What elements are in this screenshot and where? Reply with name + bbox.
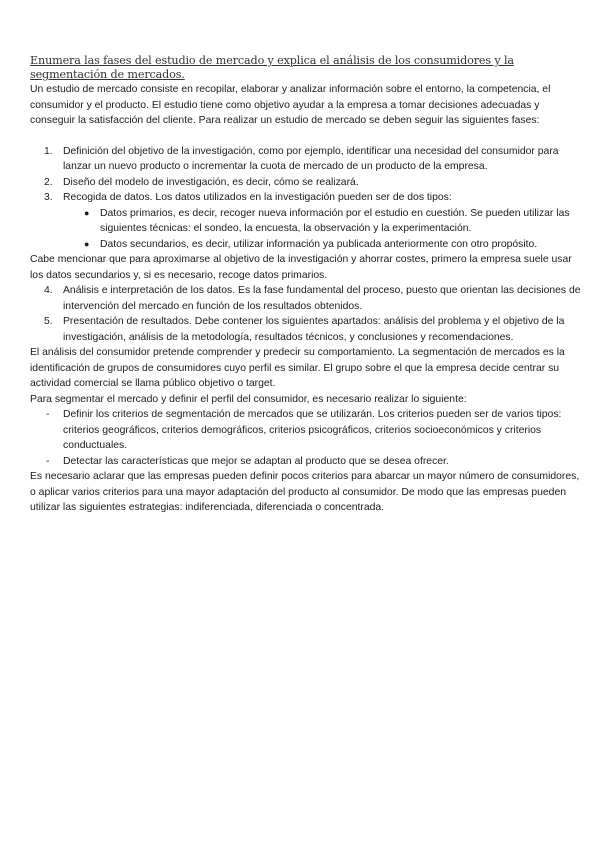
list-item [30,407,582,454]
bullet-icon: ● [84,238,90,249]
list-item [30,144,582,175]
phases-list-continued [30,283,582,345]
list-number: 2. [44,176,53,188]
document-title: Enumera las fases del estudio de mercado y explica el análisis de los consumidores y la segmentación de mercados. [30,54,514,81]
list-item [30,454,582,470]
bullet-icon: ● [84,207,90,218]
list-item-text: Detectar las características que mejor se adaptan al producto que se desea ofrecer. [63,455,449,467]
list-item [30,175,582,191]
intro-paragraph: Un estudio de mercado consiste en recopilar, elaborar y analizar información sobre el entorno, la competencia, el consumidor y el producto. El estudio tiene como objetivo ayudar a la empresa a tomar decisiones adecuadas y conseguir la satisfacción del cliente. Para realizar un estudio de mercado se deben seguir las siguientes fases: [30,84,551,126]
list-item [30,190,582,206]
list-item-text: Presentación de resultados. Debe contener los siguientes apartados: análisis del problema y el objetivo de la investigación, análisis de la metodología, resultados técnicos, y conclusiones y recomendaciones. [63,316,565,343]
list-number: 5. [44,316,53,327]
segment-intro-paragraph: Para segmentar el mercado y definir el perfil del consumidor, es necesario realizar lo siguiente: [30,393,467,405]
list-item [30,283,582,314]
consumer-analysis-paragraph: El análisis del consumidor pretende comprender y predecir su comportamiento. La segmentación de mercados es la identificación de grupos de consumidores cuyo perfil es similar. El grupo sobre el que la empresa decide centrar su actividad comercial se llama público objetivo o target. [30,347,565,389]
list-item [30,206,582,237]
dash-marker: - [46,455,50,467]
list-number: 4. [44,285,53,296]
list-item-text: Definir los criterios de segmentación de mercados que se utilizarán. Los criterios pueden ser de varios tipos: criterios geográficos, criterios demográficos, criterios psicográficos, criterios socioeconómicos y criterios conductuales. [63,409,562,451]
list-item-text: Diseño del modelo de investigación, es decir, cómo se realizará. [63,176,359,188]
list-number: 3. [44,192,53,203]
document-page [30,54,582,516]
list-item-text: Datos secundarios, es decir, utilizar información ya publicada anteriormente con otro propósito. [100,238,538,250]
list-item-text: Definición del objetivo de la investigación, como por ejemplo, identificar una necesidad del consumidor para lanzar un nuevo producto o incrementar la cuota de mercado de un producto de la empresa. [63,145,559,172]
phases-list [30,144,582,206]
list-item-text: Datos primarios, es decir, recoger nueva información por el estudio en cuestión. Se pueden utilizar las siguientes técnicas: el sondeo, la encuesta, la observación y la experimentación. [100,207,570,234]
conclusion-paragraph: Es necesario aclarar que las empresas pueden definir pocos criterios para abarcar un mayor número de consumidores, o aplicar varios criterios para una mayor adaptación del producto al consumidor. De modo que las empresas pueden utilizar las siguientes estrategias: indiferenciada, diferenciada o concentrada. [30,471,580,513]
segment-steps-list [30,407,582,469]
data-types-list [30,206,582,253]
list-item-text: Recogida de datos. Los datos utilizados en la investigación pueden ser de dos tipos: [63,192,452,203]
list-item [30,314,582,345]
dash-marker: - [46,409,50,420]
blank-line [30,129,582,144]
list-number: 1. [44,145,53,157]
note-paragraph: Cabe mencionar que para aproximarse al objetivo de la investigación y ahorrar costes, primero la empresa suele usar los datos secundarios y, si es necesario, recoge datos primarios. [30,254,572,281]
list-item [30,237,582,253]
list-item-text: Análisis e interpretación de los datos. Es la fase fundamental del proceso, puesto que orientan las decisiones de intervención del mercado en función de los resultados obtenidos. [63,285,581,312]
